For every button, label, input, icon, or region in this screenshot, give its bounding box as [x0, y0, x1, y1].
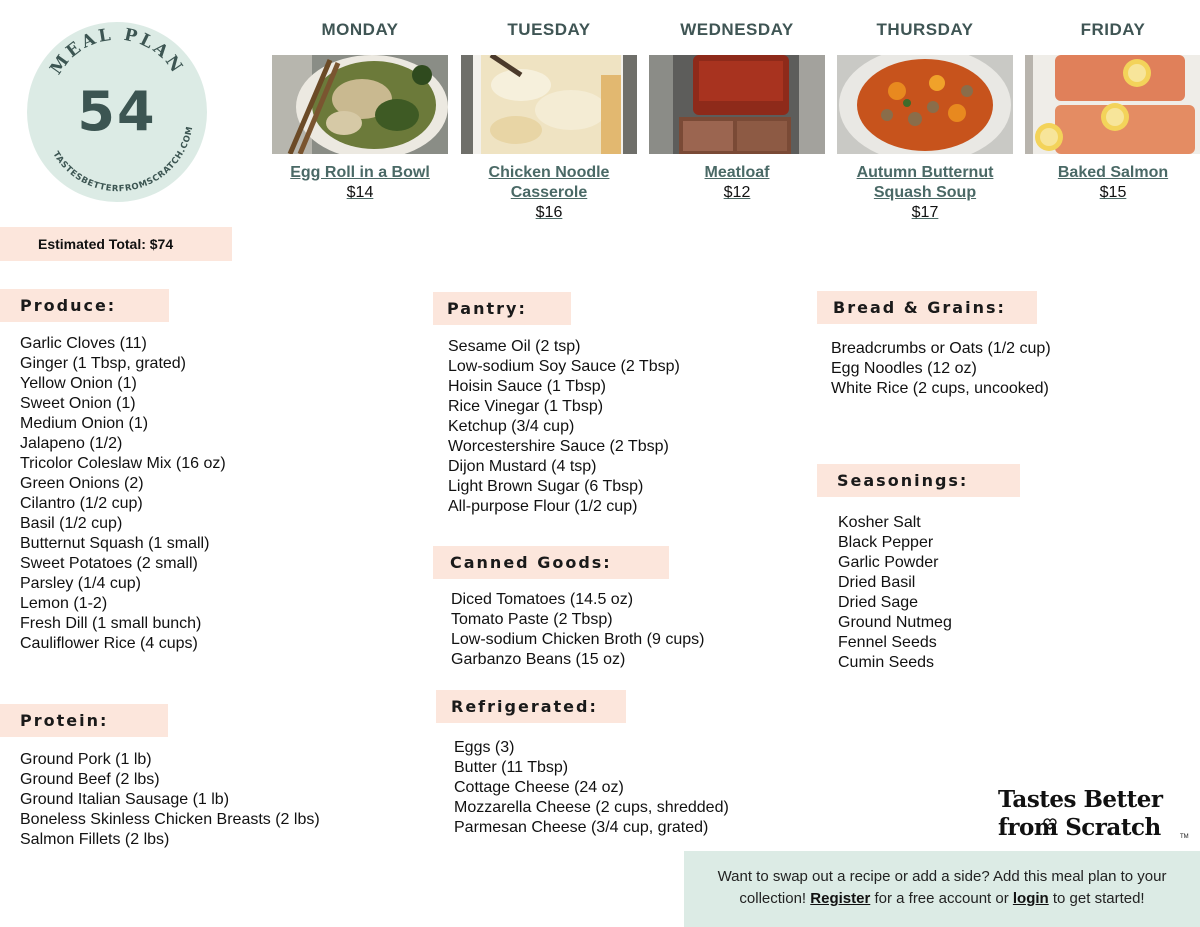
day-name: TUESDAY — [507, 20, 591, 39]
list-item: Fresh Dill (1 small bunch) — [20, 615, 202, 632]
list-item: Parsley (1/4 cup) — [20, 575, 141, 592]
recipe-price: $17 — [911, 204, 939, 221]
list-item: Rice Vinegar (1 Tbsp) — [448, 398, 604, 415]
recipe-link-butternut-soup[interactable] — [837, 163, 1013, 223]
recipe-photo-egg-roll[interactable] — [272, 55, 448, 154]
list-item: Medium Onion (1) — [20, 415, 149, 432]
meal-plan-badge — [27, 22, 207, 202]
list-item: Cumin Seeds — [838, 654, 935, 671]
list-item: Breadcrumbs or Oats (1/2 cup) — [831, 340, 1051, 357]
list-item: Cauliflower Rice (4 cups) — [20, 635, 198, 652]
list-item: Garbanzo Beans (15 oz) — [451, 651, 626, 668]
list-item: Kosher Salt — [838, 514, 921, 531]
list-item: Ginger (1 Tbsp, grated) — [20, 355, 187, 372]
recipe-name[interactable]: Autumn Butternut Squash Soup — [856, 164, 994, 201]
badge-bottom-text: TASTESBETTERFROMSCRATCH.COM — [50, 125, 196, 195]
list-item: Ground Beef (2 lbs) — [20, 771, 160, 788]
day-name: WEDNESDAY — [680, 20, 794, 39]
list-item: Basil (1/2 cup) — [20, 515, 123, 532]
refrigerated-list — [454, 738, 729, 838]
recipe-link-egg-roll[interactable] — [272, 163, 448, 203]
heart-icon — [1043, 818, 1057, 830]
list-item: Yellow Onion (1) — [20, 375, 137, 392]
login-link[interactable]: login — [1012, 890, 1049, 907]
note-text-3: to get started! — [1048, 890, 1145, 907]
list-item: Ground Pork (1 lb) — [20, 751, 152, 768]
day-name: THURSDAY — [876, 20, 974, 39]
list-item: Tomato Paste (2 Tbsp) — [451, 611, 613, 628]
meal-plan-number: 54 — [77, 80, 157, 143]
pantry-list — [448, 337, 680, 517]
recipe-photo-butternut-soup[interactable] — [837, 55, 1013, 154]
list-item: Dried Sage — [838, 594, 919, 611]
list-item: Garlic Powder — [838, 554, 939, 571]
list-item: Cottage Cheese (24 oz) — [454, 779, 624, 796]
section-title-seasonings: Seasonings: — [817, 464, 1020, 497]
section-title-refrigerated: Refrigerated: — [436, 690, 626, 723]
list-item: Lemon (1-2) — [20, 595, 108, 612]
day-name: FRIDAY — [1080, 20, 1146, 39]
note-text-2: for a free account or — [870, 890, 1013, 907]
list-item: Mozzarella Cheese (2 cups, shredded) — [454, 799, 729, 816]
list-item: Jalapeno (1/2) — [20, 435, 123, 452]
logo-line-1: Tastes Better — [998, 786, 1163, 813]
recipe-price: $16 — [535, 204, 563, 221]
section-title-protein: Protein: — [0, 704, 168, 737]
recipe-link-meatloaf[interactable] — [649, 163, 825, 203]
list-item: Dijon Mustard (4 tsp) — [448, 458, 597, 475]
trademark-mark: TM — [1180, 834, 1189, 840]
list-item: Ground Italian Sausage (1 lb) — [20, 791, 230, 808]
list-item: Diced Tomatoes (14.5 oz) — [451, 591, 634, 608]
badge-top-text: MEAL PLAN — [46, 24, 188, 79]
section-title-bread-grains: Bread & Grains: — [817, 291, 1037, 324]
list-item: Sweet Potatoes (2 small) — [20, 555, 198, 572]
recipe-name[interactable]: Baked Salmon — [1057, 164, 1169, 181]
list-item: Garlic Cloves (11) — [20, 335, 147, 352]
estimated-total: Estimated Total: $74 — [0, 227, 232, 261]
logo-line-2: from Scratch — [998, 814, 1161, 841]
list-item: Ketchup (3/4 cup) — [448, 418, 575, 435]
list-item: Fennel Seeds — [838, 634, 937, 651]
list-item: Green Onions (2) — [20, 475, 144, 492]
bread-grains-list — [831, 339, 1051, 399]
list-item: Hoisin Sauce (1 Tbsp) — [448, 378, 606, 395]
list-item: Cilantro (1/2 cup) — [20, 495, 143, 512]
list-item: All-purpose Flour (1/2 cup) — [448, 498, 638, 515]
list-item: Dried Basil — [838, 574, 916, 591]
produce-list — [20, 334, 226, 654]
list-item: Sesame Oil (2 tsp) — [448, 338, 581, 355]
day-name: MONDAY — [321, 20, 399, 39]
register-link[interactable]: Register — [810, 890, 871, 907]
list-item: Worcestershire Sauce (2 Tbsp) — [448, 438, 669, 455]
recipe-name[interactable]: Egg Roll in a Bowl — [290, 164, 430, 181]
list-item: Ground Nutmeg — [838, 614, 952, 631]
recipe-link-baked-salmon[interactable] — [1025, 163, 1200, 203]
seasonings-list — [838, 513, 952, 673]
list-item: Eggs (3) — [454, 739, 515, 756]
list-item: Butternut Squash (1 small) — [20, 535, 210, 552]
list-item: Black Pepper — [838, 534, 934, 551]
list-item: Light Brown Sugar (6 Tbsp) — [448, 478, 644, 495]
list-item: Low-sodium Chicken Broth (9 cups) — [451, 631, 705, 648]
list-item: Boneless Skinless Chicken Breasts (2 lbs) — [20, 811, 320, 828]
list-item: Sweet Onion (1) — [20, 395, 136, 412]
list-item: Salmon Fillets (2 lbs) — [20, 831, 170, 848]
recipe-photo-meatloaf[interactable] — [649, 55, 825, 154]
recipe-photo-chicken-noodle[interactable] — [461, 55, 637, 154]
canned-goods-list — [451, 590, 704, 670]
svg-text:MEAL PLAN — [46, 25, 187, 79]
section-title-pantry: Pantry: — [433, 292, 571, 325]
section-title-canned-goods: Canned Goods: — [433, 546, 669, 579]
list-item: Low-sodium Soy Sauce (2 Tbsp) — [448, 358, 680, 375]
list-item: Butter (11 Tbsp) — [454, 759, 569, 776]
section-title-produce: Produce: — [0, 289, 169, 322]
list-item: Parmesan Cheese (3/4 cup, grated) — [454, 819, 709, 836]
recipe-name[interactable]: Chicken Noodle Casserole — [488, 164, 610, 201]
list-item: Egg Noodles (12 oz) — [831, 360, 977, 377]
brand-logo — [998, 786, 1193, 850]
list-item: Tricolor Coleslaw Mix (16 oz) — [20, 455, 226, 472]
recipe-price: $12 — [723, 184, 751, 201]
note-text-1: Want to swap out a recipe or add a side? Add this meal plan to your collection! — [717, 868, 1167, 907]
recipe-price: $14 — [346, 184, 374, 201]
recipe-price: $15 — [1099, 184, 1127, 201]
swap-recipe-note — [684, 851, 1200, 927]
protein-list — [20, 750, 320, 850]
list-item: White Rice (2 cups, uncooked) — [831, 380, 1049, 397]
recipe-name[interactable]: Meatloaf — [704, 164, 770, 181]
recipe-photo-baked-salmon[interactable] — [1025, 55, 1200, 154]
recipe-link-chicken-noodle[interactable] — [461, 163, 637, 223]
